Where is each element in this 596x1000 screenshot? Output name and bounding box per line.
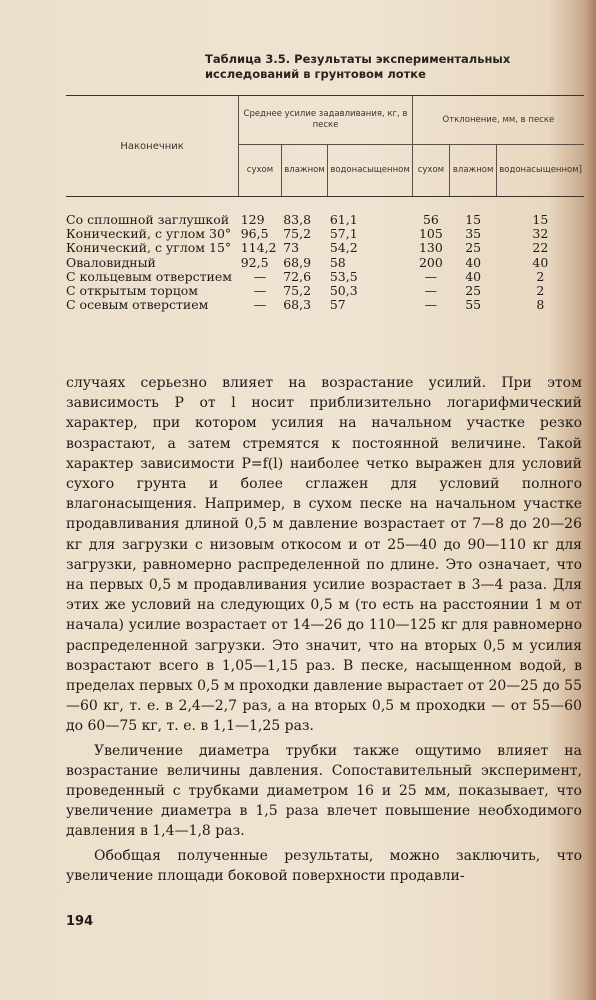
cell-force-saturated: 57,1 <box>329 226 358 242</box>
cell-force-wet: 68,3 <box>283 297 312 313</box>
cell-deviation-saturated: 40 <box>532 254 549 270</box>
header-deviation-group: Отклонение, мм, в песке <box>412 96 584 145</box>
cell-deviation-wet: 25 <box>465 283 482 299</box>
cell-deviation-dry: 56 <box>422 212 439 227</box>
cell-force-dry: — <box>253 283 267 299</box>
paragraph-2: Увеличение диаметра трубки также ощутимо влияет на возрастание величины давления. Сопоставительный эксперимент, проведенный с трубками диаметром 16 и 25 мм, показывает, что увеличение диаметра в 1,5 раза влечет повышение необходимого давления в 1,4—1,8 раз. <box>66 742 582 840</box>
cell-force-dry: 92,5 <box>240 254 269 270</box>
cell-deviation-wet: 55 <box>465 297 482 313</box>
header-deviation-wet: влажном <box>450 145 497 197</box>
table-caption-line-2: исследований в грунтовом лотке <box>205 67 426 81</box>
header-deviation-saturated: водонасыщенном] <box>497 145 584 197</box>
cell-force-saturated: 53,5 <box>329 268 358 284</box>
results-table <box>66 95 584 312</box>
cell-force-wet: 75,2 <box>283 283 312 299</box>
cell-deviation-wet: 40 <box>465 268 482 284</box>
table-caption-line-1: Таблица 3.5. Результаты экспериментальных <box>205 52 511 66</box>
cell-deviation-dry: — <box>424 283 438 299</box>
row-name: Со сплошной заглушкой <box>66 212 230 227</box>
header-tip: Наконечник <box>66 96 239 197</box>
table-row <box>66 241 584 255</box>
paragraph-3: Обобщая полученные результаты, можно заключить, что увеличение площади боковой поверхности продавли- <box>66 847 582 884</box>
table-row <box>66 227 584 241</box>
row-name: Конический, с углом 15° <box>66 240 232 256</box>
cell-deviation-dry: 105 <box>418 226 443 242</box>
cell-deviation-dry: — <box>424 297 438 313</box>
table-row <box>66 270 584 284</box>
cell-deviation-wet: 25 <box>465 240 482 256</box>
page-number: 194 <box>66 914 94 929</box>
cell-deviation-saturated: 2 <box>536 268 545 284</box>
row-name: С кольцевым отверстием <box>66 268 232 284</box>
cell-force-saturated: 61,1 <box>329 212 358 227</box>
cell-force-dry: — <box>253 297 267 313</box>
cell-force-saturated: 57 <box>329 297 346 313</box>
row-name: Конический, с углом 30° <box>66 226 232 242</box>
cell-force-saturated: 50,3 <box>329 283 358 299</box>
cell-deviation-dry: 200 <box>418 254 443 270</box>
row-name: С открытым торцом <box>66 283 199 299</box>
header-deviation-dry: сухом <box>412 145 449 197</box>
cell-force-saturated: 54,2 <box>329 240 358 256</box>
cell-force-dry: 129 <box>240 212 265 227</box>
table-row <box>66 197 584 228</box>
cell-force-wet: 73 <box>283 240 300 256</box>
cell-deviation-dry: 130 <box>418 240 443 256</box>
table-row <box>66 298 584 312</box>
cell-force-dry: 96,5 <box>240 226 269 242</box>
cell-deviation-saturated: 32 <box>532 226 549 242</box>
cell-deviation-saturated: 15 <box>532 212 549 227</box>
table-row <box>66 284 584 298</box>
cell-deviation-saturated: 22 <box>532 240 549 256</box>
cell-force-dry: — <box>253 268 267 284</box>
body-text <box>66 373 582 886</box>
cell-deviation-saturated: 8 <box>536 297 545 313</box>
cell-deviation-saturated: 2 <box>536 283 545 299</box>
table-row <box>66 256 584 270</box>
cell-deviation-dry: — <box>424 268 438 284</box>
header-force-group: Среднее усилие задавливания, кг, в песке <box>239 96 413 145</box>
cell-force-wet: 75,2 <box>283 226 312 242</box>
header-force-wet: влажном <box>281 145 328 197</box>
cell-deviation-wet: 15 <box>465 212 482 227</box>
table-caption <box>205 52 565 82</box>
paragraph-1: случаях серьезно влияет на возрастание усилий. При этом зависимость P от l носит приблизительно логарифмический характер, при котором усилия на начальном участке резко возрастают, а затем стремятся к постоянной величине. Такой характер зависимости P=f(l) наиболее четко выражен для условий сухого грунта и более сглажен для условий полного влагонасыщения. Например, в сухом песке на начальном участке продавливания длиной 0,5 м давление возрастает от 7—8 до 20—26 кг для загрузки с низовым откосом и от 25—40 до 90—110 кг для загрузки, равномерно распределенной по длине. Это означает, что на первых 0,5 м продавливания усилие возрастает в 3—4 раза. Для этих же условий на следующих 0,5 м (то есть на расстоянии 1 м от начала) усилие возрастает от 14—26 до 110—125 кг для равномерно распределенной загрузки. Это значит, что на вторых 0,5 м усилия возрастают всего в 1,05—1,15 раз. В песке, насыщенном водой, в пределах первых 0,5 м проходки давление вырастает от 20—25 до 55—60 кг, т. е. в 2,4—2,7 раз, а на вторых 0,5 м проходки — от 55—60 до 60—75 кг, т. е. в 1,1—1,25 раз. <box>66 375 582 735</box>
cell-force-wet: 83,8 <box>283 212 312 227</box>
header-force-saturated: водонасыщенном <box>328 145 412 197</box>
cell-force-wet: 72,6 <box>283 268 312 284</box>
cell-force-dry: 114,2 <box>240 240 277 256</box>
row-name: С осевым отверстием <box>66 297 209 313</box>
header-force-dry: сухом <box>239 145 281 197</box>
cell-deviation-wet: 40 <box>465 254 482 270</box>
cell-force-wet: 68,9 <box>283 254 312 270</box>
cell-deviation-wet: 35 <box>465 226 482 242</box>
row-name: Оваловидный <box>66 254 156 270</box>
cell-force-saturated: 58 <box>329 254 346 270</box>
